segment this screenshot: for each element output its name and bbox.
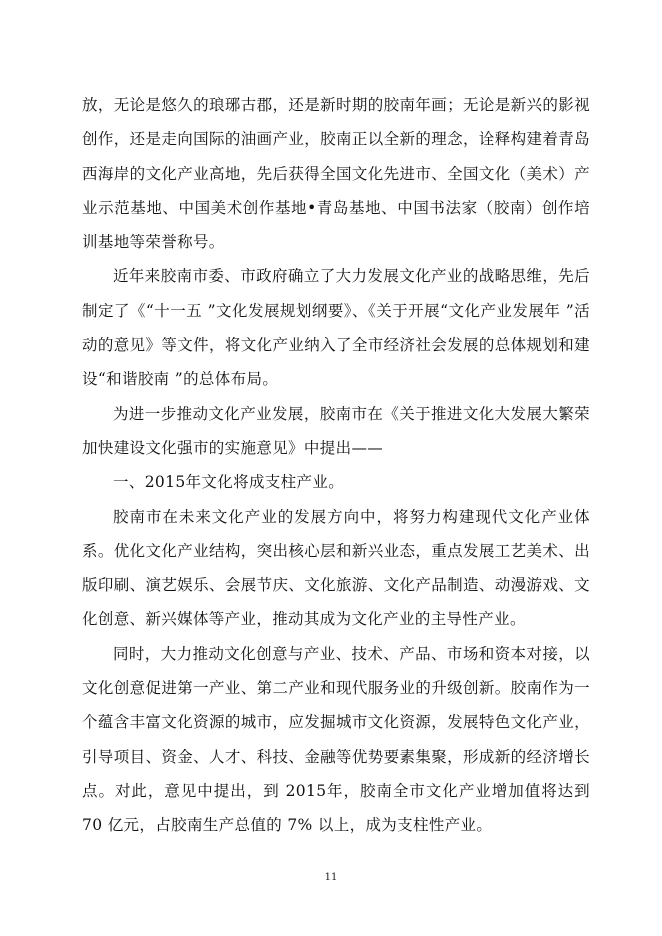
paragraph-policy-planning: 近年来胶南市委、市政府确立了大力发展文化产业的战略思维，先后制定了《“十一五 ”文化发展规划纲要》、《关于开展“文化产业发展年 ”活动的意见》等文件，将文化产业纳入了全市经济社会发展的总体规划和建设“和谐胶南 ”的总体布局。 [82,267,590,389]
paragraph-continued: 放，无论是悠久的琅琊古郡，还是新时期的胶南年画；无论是新兴的影视创作，还是走向国际的油画产业，胶南正以全新的理念，诠释构建着青岛西海岸的文化产业高地，先后获得全国文化先进市、全国文化（美术）产业示范基地、中国美术创作基地•青岛基地、中国书法家（胶南）创作培训基地等荣誉称号。 [82,96,590,252]
page-number: 11 [324,872,338,883]
document-body [82,88,590,843]
paragraph-creative-integration: 同时，大力推动文化创意与产业、技术、产品、市场和资本对接，以文化创意促进第一产业、第二产业和现代服务业的升级创新。胶南作为一个蕴含丰富文化资源的城市，应发掘城市文化资源，发展特色文化产业，引导项目、资金、人才、科技、金融等优势要素集聚，形成新的经济增长点。对此，意见中提出，到 2015年，胶南全市文化产业增加值将达到 70 亿元，占胶南生产总值的 7% 以上，成为支柱性产业。 [82,644,590,835]
paragraph-opinion-intro: 为进一步推动文化产业发展，胶南市在《关于推进文化大发展大繁荣加快建设文化强市的实施意见》中提出—— [82,404,590,457]
section-heading: 一、2015年文化将成支柱产业。 [113,473,345,492]
paragraph-industry-system: 胶南市在未来文化产业的发展方向中，将努力构建现代文化产业体系。优化文化产业结构，突出核心层和新兴业态，重点发展工艺美术、出版印刷、演艺娱乐、会展节庆、文化旅游、文化产品制造、动漫游戏、文化创意、新兴媒体等产业，推动其成为文化产业的主导性产业。 [82,507,590,629]
